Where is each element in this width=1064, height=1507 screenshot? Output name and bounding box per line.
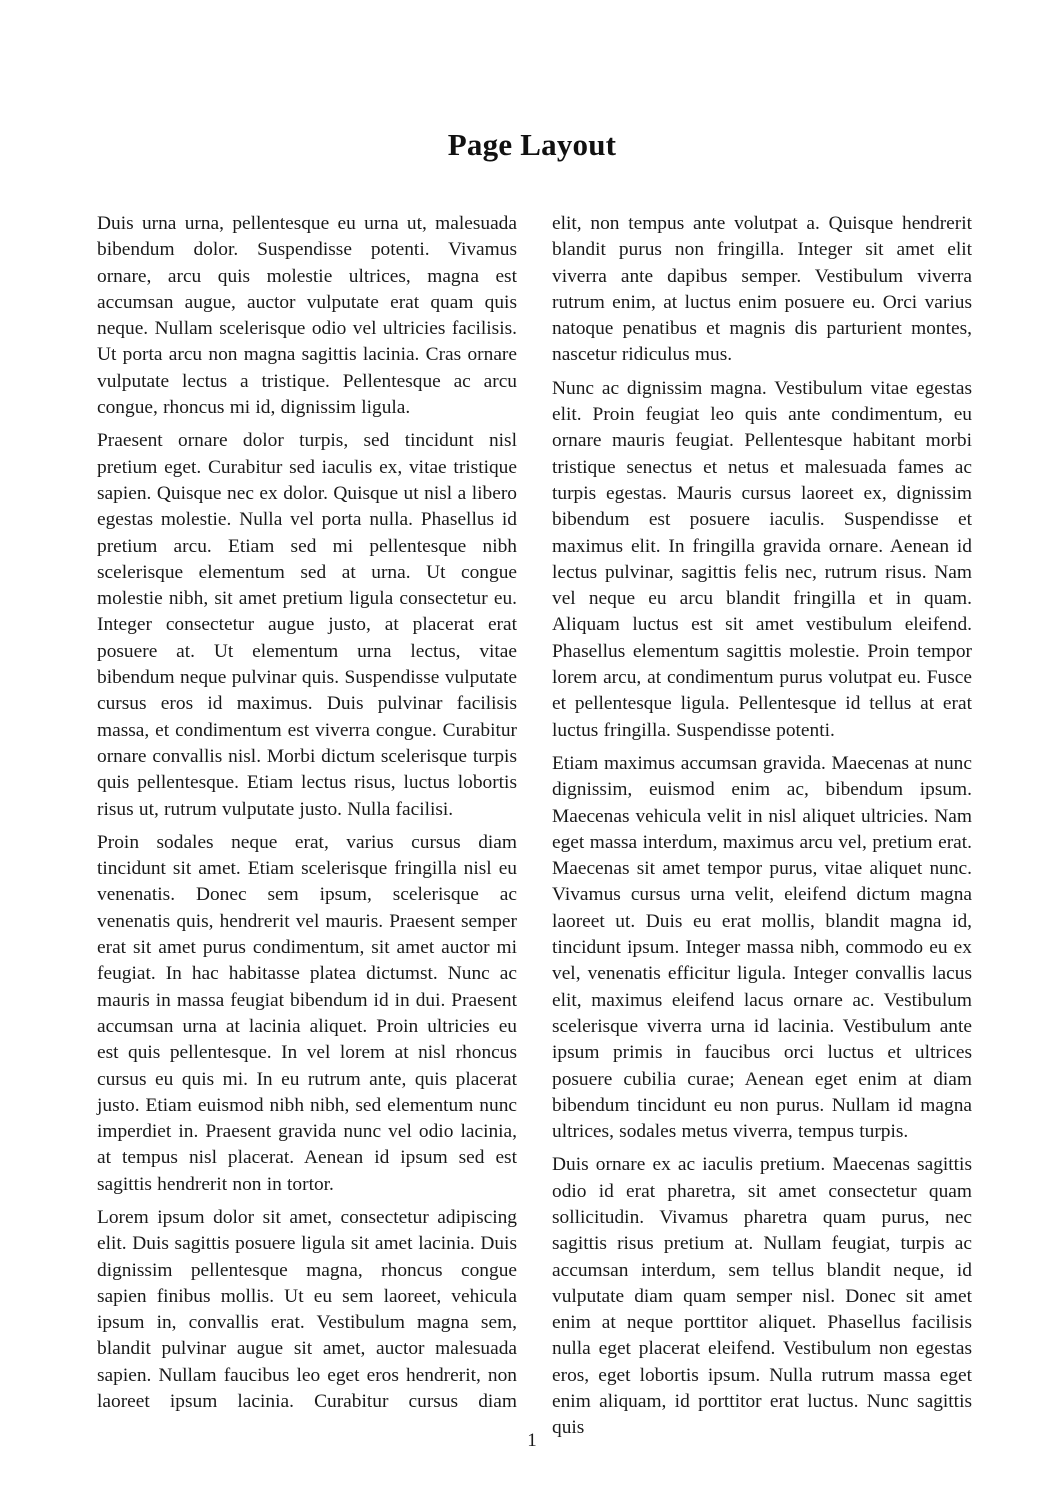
column-left bbox=[97, 211, 517, 1442]
column-right bbox=[552, 211, 972, 1442]
paragraph: elit, non tempus ante volutpat a. Quisque hendrerit blandit purus non fringilla. Integer sit amet elit viverra ante dapibus semper. Vestibulum viverra rutrum enim, at luctus enim posuere eu. Orci varius natoque penatibus et magnis dis parturient montes, nascetur ridiculus mus. bbox=[552, 213, 972, 366]
page-title: Page Layout bbox=[447, 127, 617, 162]
paragraph: Proin sodales neque erat, varius cursus diam tincidunt sit amet. Etiam scelerisque fringilla nisl eu venenatis. Donec sem ipsum, scelerisque ac venenatis quis, hendrerit vel mauris. Praesent semper erat sit amet purus condimentum, sit amet auctor mi feugiat. In hac habitasse platea dictumst. Nunc ac mauris in massa feugiat bibendum id in dui. Praesent accumsan urna at lacinia aliquet. Proin ultricies eu est quis pellentesque. In vel lorem at nisl rhoncus cursus eu quis mi. In eu rutrum ante, quis placerat justo. Etiam euismod nibh nibh, sed elementum nunc imperdiet in. Praesent gravida nunc vel odio lacinia, at tempus nisl placerat. Aenean id ipsum sed est sagittis hendrerit non in tortor. bbox=[97, 831, 517, 1195]
paragraph: Duis ornare ex ac iaculis pretium. Maecenas sagittis odio id erat pharetra, sit amet consectetur quam sollicitudin. Vivamus pharetra quam purus, nec sagittis risus pretium at. Nullam feugiat, turpis ac accumsan interdum, sem tellus blandit neque, id vulputate diam quam semper nisl. Donec sit amet enim at neque porttitor aliquet. Phasellus facilisis nulla eget placerat eleifend. Vestibulum non egestas eros, eget lobortis ipsum. Nulla rutrum massa eget enim aliquam, id porttitor erat luctus. Nunc sagittis quis bbox=[552, 1154, 972, 1439]
page-number: 1 bbox=[527, 1430, 537, 1451]
paragraph: Lorem ipsum dolor sit amet, consectetur adipiscing elit. Duis sagittis posuere ligula sit amet lacinia. Duis dignissim pellentesque magna, rhoncus congue sapien finibus mollis. Ut eu sem laoreet, vehicula ipsum in, convallis erat. Vestibulum magna sem, blandit pulvinar augue sit amet, auctor malesuada sapien. Nullam faucibus leo eget eros hendrerit, non laoreet ipsum lacinia. Curabitur cursus diam bbox=[97, 1206, 517, 1413]
paragraph: Duis urna urna, pellentesque eu urna ut, malesuada bibendum dolor. Suspendisse potenti. Vivamus ornare, arcu quis molestie ultrices, magna est accumsan augue, auctor vulputate erat quam quis neque. Nullam scelerisque odio vel ultricies facilisis. Ut porta arcu non magna sagittis lacinia. Cras ornare vulputate lectus a tristique. Pellentesque ac arcu congue, rhoncus mi id, dignissim ligula. bbox=[97, 213, 517, 419]
paragraph: Etiam maximus accumsan gravida. Maecenas at nunc dignissim, euismod enim ac, bibendum ipsum. Maecenas vehicula velit in nisl aliquet ultricies. Nam eget massa interdum, maximus arcu vel, pretium erat. Maecenas sit amet tempor purus, vitae aliquet nunc. Vivamus cursus urna velit, eleifend dictum magna laoreet ut. Duis eu erat mollis, blandit magna id, tincidunt ipsum. Integer massa nibh, commodo eu ex vel, venenatis efficitur ligula. Integer convallis lacus elit, maximus eleifend lacus ornare ac. Vestibulum scelerisque viverra urna id lacinia. Vestibulum ante ipsum primis in faucibus orci luctus et ultrices posuere cubilia curae; Aenean eget enim at diam bibendum tincidunt eu non purus. Nullam id magna ultrices, sodales metus viverra, tempus turpis. bbox=[552, 752, 972, 1143]
text-columns bbox=[97, 211, 973, 1442]
paragraph: Nunc ac dignissim magna. Vestibulum vitae egestas elit. Proin feugiat leo quis ante condimentum, eu ornare mauris feugiat. Pellentesque habitant morbi tristique senectus et netus et malesuada fames ac turpis egestas. Mauris cursus laoreet ex, dignissim bibendum est posuere iaculis. Suspendisse et maximus elit. In fringilla gravida ornare. Aenean id lectus pulvinar, sagittis felis nec, rutrum risus. Nam vel neque eu arcu blandit fringilla et in quam. Aliquam luctus est sit amet vestibulum eleifend. Phasellus elementum sagittis molestie. Proin tempor lorem arcu, at condimentum purus volutpat eu. Fusce et pellentesque ligula. Pellentesque id tellus at erat luctus fringilla. Suspendisse potenti. bbox=[552, 377, 972, 741]
paragraph: Praesent ornare dolor turpis, sed tincidunt nisl pretium eget. Curabitur sed iaculis ex, vitae tristique sapien. Quisque nec ex dolor. Quisque ut nisl a libero egestas molestie. Nulla vel porta nulla. Phasellus id pretium arcu. Etiam sed mi pellentesque nibh scelerisque elementum sed at urna. Ut congue molestie nibh, sit amet pretium ligula consectetur eu. Integer consectetur augue justo, at placerat erat posuere at. Ut elementum urna lectus, vitae bibendum neque pulvinar quis. Suspendisse vulputate cursus eros id maximus. Duis pulvinar facilisis massa, et condimentum est viverra congue. Curabitur ornare convallis nisl. Morbi dictum scelerisque turpis quis pellentesque. Etiam lectus risus, luctus lobortis risus ut, rutrum vulputate justo. Nulla facilisi. bbox=[97, 430, 517, 820]
page-footer bbox=[0, 1428, 1064, 1454]
